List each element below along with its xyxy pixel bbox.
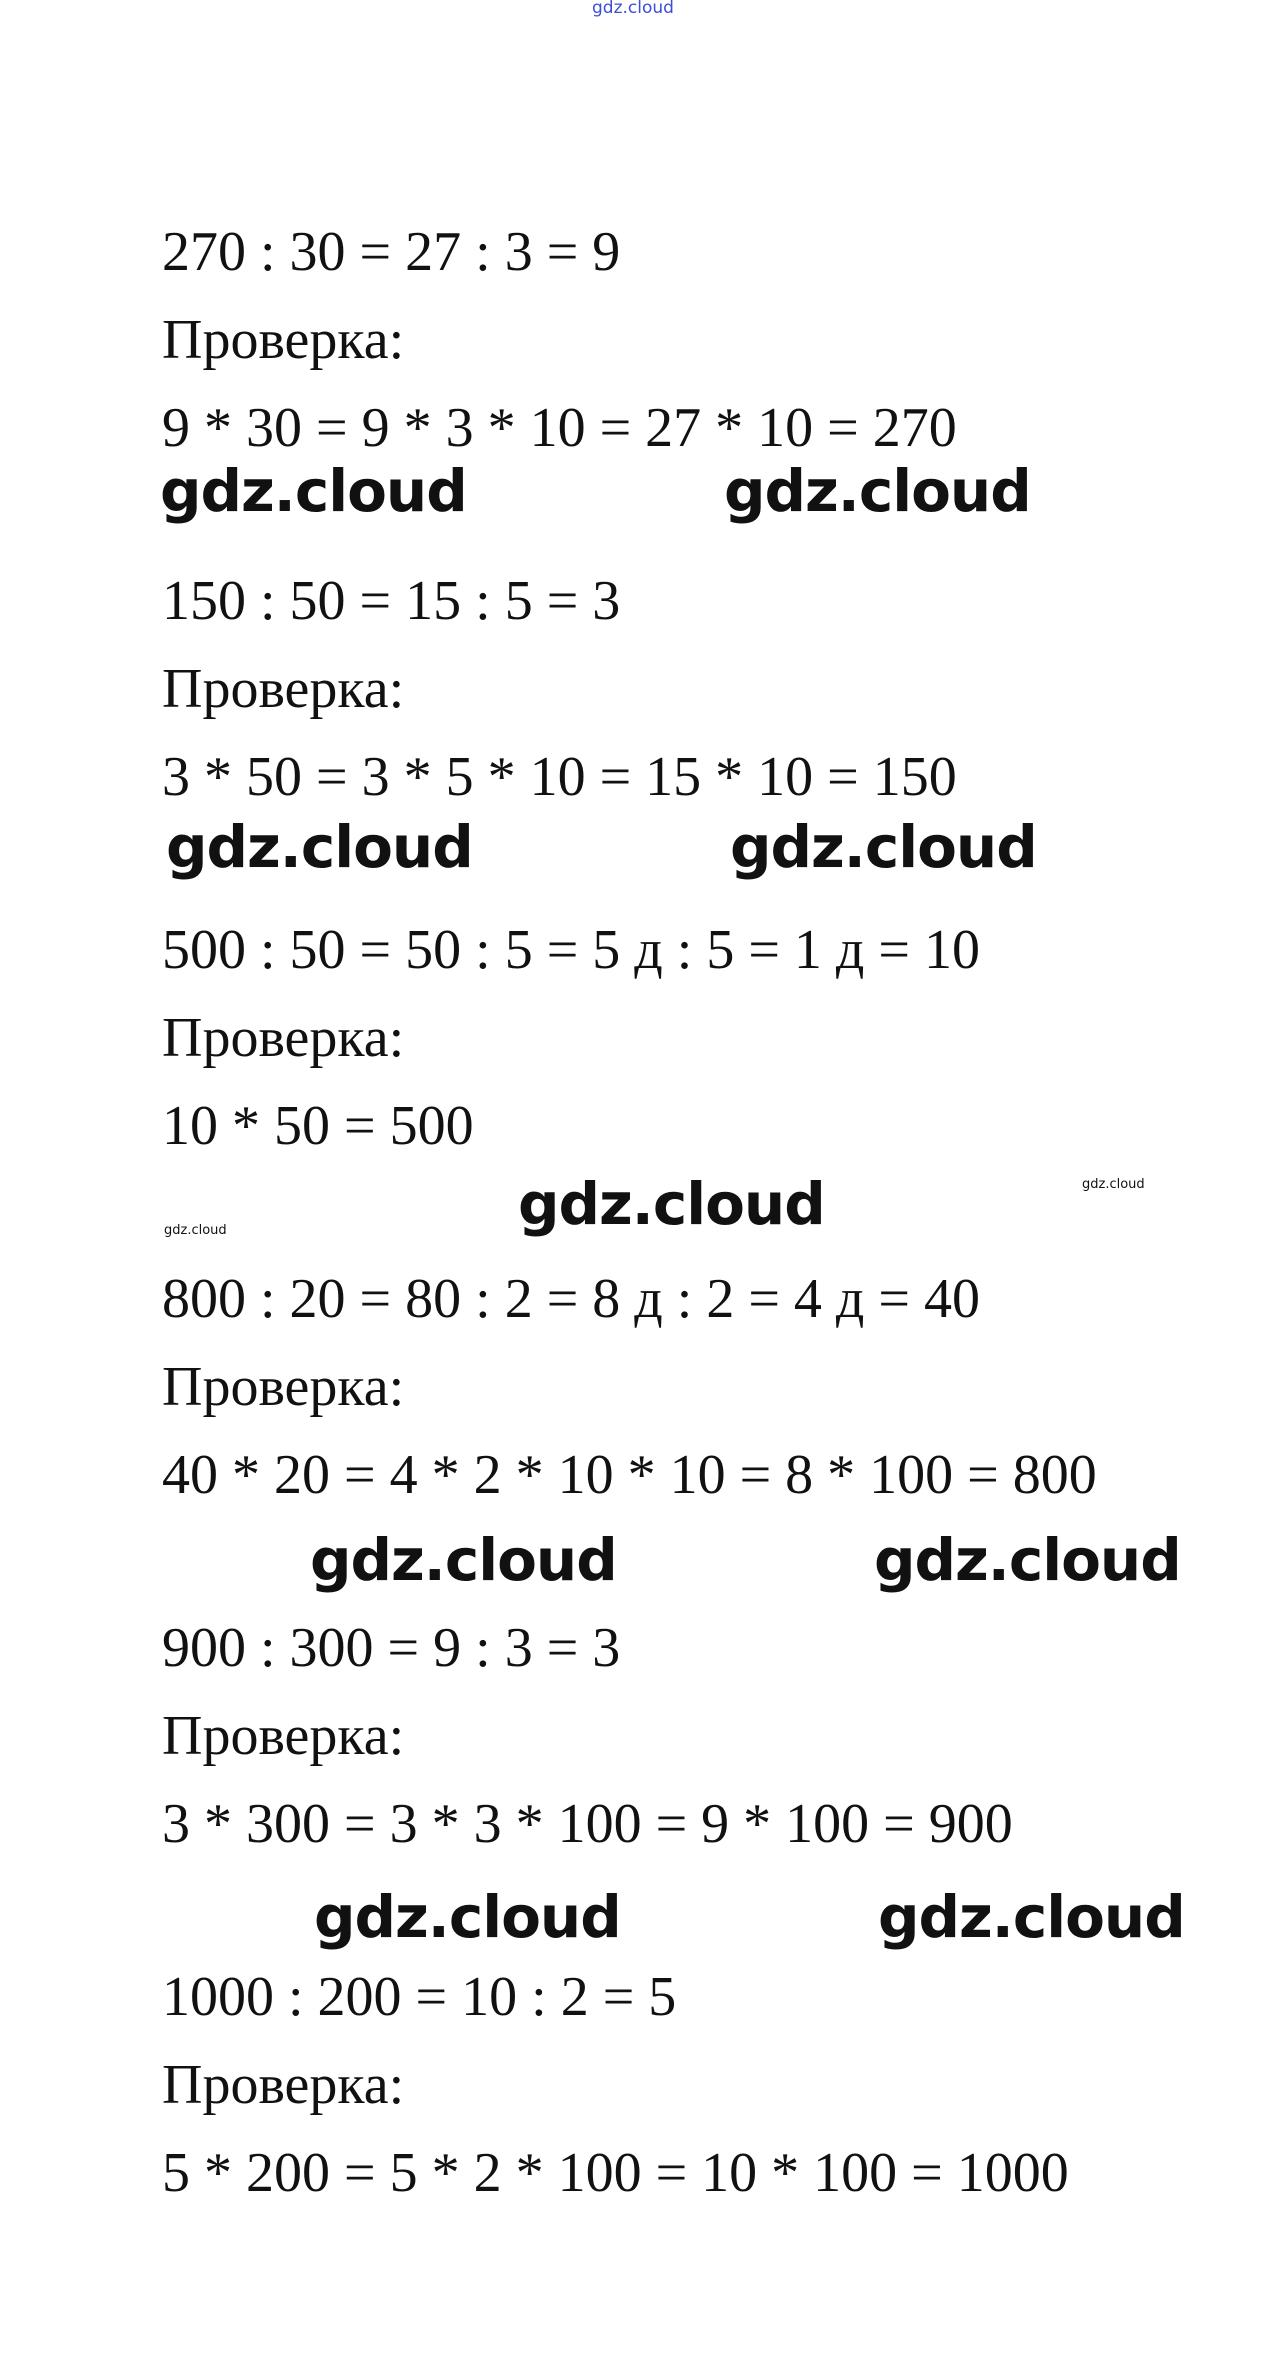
watermark-small: gdz.cloud: [1082, 1177, 1145, 1192]
watermark: gdz.cloud: [314, 1883, 621, 1951]
watermark: gdz.cloud: [730, 813, 1037, 881]
header-watermark: gdz.cloud: [592, 0, 674, 18]
equation-3: 500 : 50 = 50 : 5 = 5 д : 5 = 1 д = 10: [162, 919, 980, 981]
watermark: gdz.cloud: [874, 1526, 1181, 1594]
equation-2: 150 : 50 = 15 : 5 = 3: [162, 570, 621, 632]
watermark-small: gdz.cloud: [164, 1223, 227, 1238]
watermark: gdz.cloud: [518, 1170, 825, 1238]
equation-1: 270 : 30 = 27 : 3 = 9: [162, 221, 621, 283]
check-2: 3 * 50 = 3 * 5 * 10 = 15 * 10 = 150: [162, 746, 957, 808]
equation-6: 1000 : 200 = 10 : 2 = 5: [162, 1966, 677, 2028]
watermark: gdz.cloud: [160, 457, 467, 525]
watermark: gdz.cloud: [166, 813, 473, 881]
check-5: 3 * 300 = 3 * 3 * 100 = 9 * 100 = 900: [162, 1793, 1013, 1855]
watermark: gdz.cloud: [724, 457, 1031, 525]
check-1: 9 * 30 = 9 * 3 * 10 = 27 * 10 = 270: [162, 397, 957, 459]
watermark: gdz.cloud: [878, 1883, 1185, 1951]
check-6: 5 * 200 = 5 * 2 * 100 = 10 * 100 = 1000: [162, 2142, 1069, 2204]
check-label-6: Проверка:: [162, 2054, 405, 2116]
check-label-2: Проверка:: [162, 658, 405, 720]
check-3: 10 * 50 = 500: [162, 1095, 474, 1157]
check-label-5: Проверка:: [162, 1705, 405, 1767]
check-label-1: Проверка:: [162, 309, 405, 371]
check-label-4: Проверка:: [162, 1356, 405, 1418]
check-label-3: Проверка:: [162, 1007, 405, 1069]
watermark: gdz.cloud: [310, 1526, 617, 1594]
check-4: 40 * 20 = 4 * 2 * 10 * 10 = 8 * 100 = 800: [162, 1444, 1097, 1506]
equation-5: 900 : 300 = 9 : 3 = 3: [162, 1617, 621, 1679]
equation-4: 800 : 20 = 80 : 2 = 8 д : 2 = 4 д = 40: [162, 1268, 980, 1330]
